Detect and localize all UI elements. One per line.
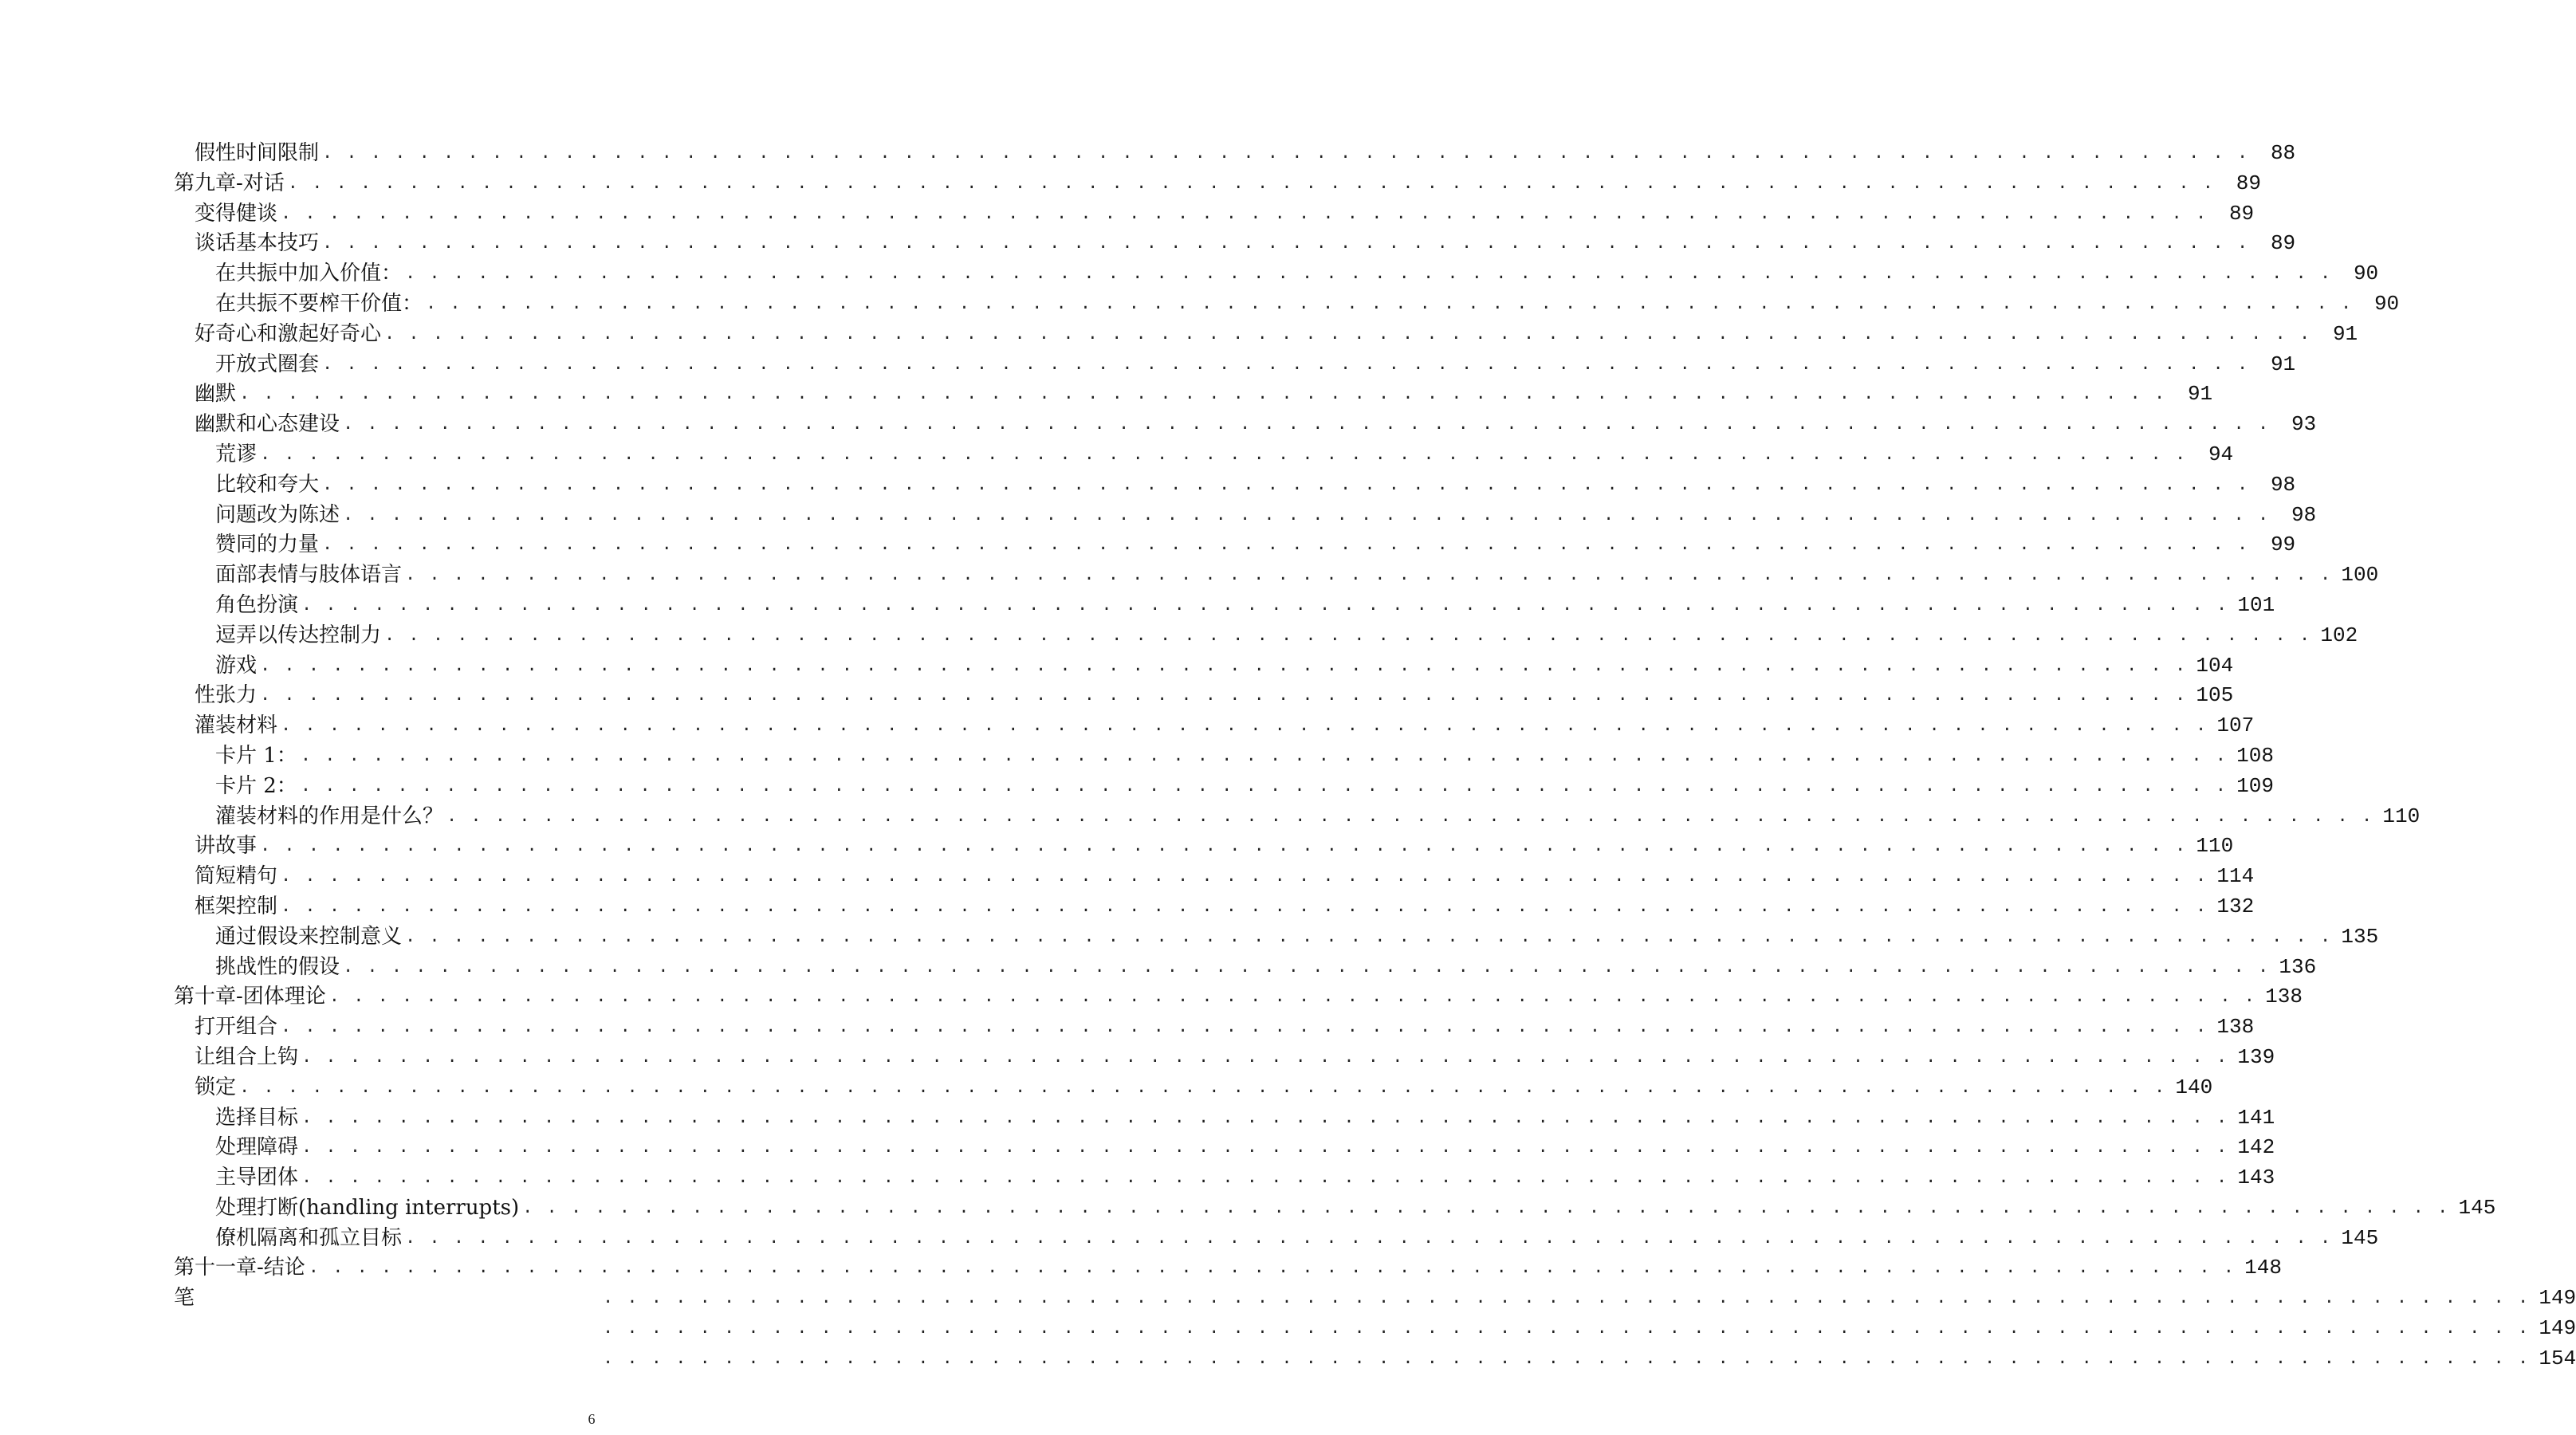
toc-entry-page: 91	[2332, 321, 2358, 346]
toc-dot-leader: . . . . . . . . . . . . . . . . . . . . . . . . . . . . . . . . . . . . . . . . . . . . . . . . . . . . . . . . . . . . . . . . . . . . . . . . . . . . . . . .	[260, 836, 2188, 857]
toc-dot-leader: . . . . . . . . . . . . . . . . . . . . . . . . . . . . . . . . . . . . . . . . . . . . . . . . . . . . . . . . . . . . . . . . . . . . . . . . . . . . . . . .	[239, 384, 2167, 405]
toc-dot-leader: . . . . . . . . . . . . . . . . . . . . . . . . . . . . . . . . . . . . . . . . . . . . . . . . . . . . . . . . . . . . . . . . . . . . . . . . . . . . . . . .	[281, 896, 2208, 917]
toc-entry-title: 简短精句	[195, 864, 278, 889]
toc-entry[interactable]	[174, 1043, 2275, 1073]
toc-entry-page: 149	[2539, 1286, 2576, 1311]
toc-entry[interactable]	[174, 772, 2274, 802]
toc-entry-title: 通过假设来控制意义	[215, 924, 403, 949]
toc-entry-title: 僚机隔离和孤立目标	[215, 1225, 403, 1250]
toc-dot-leader: . . . . . . . . . . . . . . . . . . . . . . . . . . . . . . . . . . . . . . . . . . . . . . . . . . . . . . . . . . . . . . . . . . . . . . . . . . . . . . . .	[308, 1258, 2236, 1279]
toc-entry[interactable]	[174, 1224, 2379, 1254]
toc-entry-title: 锁定	[195, 1075, 237, 1099]
toc-dot-leader: . . . . . . . . . . . . . . . . . . . . . . . . . . . . . . . . . . . . . . . . . . . . . . . . . . . . . . . . . . . . . . . . . . . . . . . . . . . . . . . .	[446, 806, 2374, 827]
toc-entry[interactable]	[174, 922, 2379, 953]
toc-entry-page: 102	[2320, 623, 2358, 647]
toc-entry[interactable]	[174, 1133, 2275, 1163]
toc-dot-leader: . . . . . . . . . . . . . . . . . . . . . . . . . . . . . . . . . . . . . . . . . . . . . . . . . . . . . . . . . . . . . . . . . . . . . . . . . . . . . . . .	[301, 1138, 2229, 1158]
toc-dot-leader: . . . . . . . . . . . . . . . . . . . . . . . . . . . . . . . . . . . . . . . . . . . . . . . . . . . . . . . . . . . . . . . . . . . . . . . . . . . . . . . .	[281, 203, 2208, 224]
toc-entry[interactable]	[174, 501, 2317, 531]
toc-entry-title: 卡片 1：	[215, 743, 297, 768]
toc-entry-title: 荒谬	[215, 442, 258, 466]
toc-entry-title: 幽默	[195, 382, 237, 407]
toc-entry-page: 98	[2291, 502, 2317, 527]
toc-entry-title: 假性时间限制	[195, 141, 320, 165]
toc-dot-leader: . . . . . . . . . . . . . . . . . . . . . . . . . . . . . . . . . . . . . . . . . . . . . . . . . . . . . . . . . . . . . . . . . . . . . . . . . . . . . . . .	[281, 716, 2208, 737]
toc-entry-page: 132	[2216, 894, 2255, 918]
table-of-contents	[174, 139, 2576, 1374]
toc-dot-leader: . . . . . . . . . . . . . . . . . . . . . . . . . . . . . . . . . . . . . . . . . . . . . . . . . . . . . . . . . . . . . . . . . . . . . . . . . . . . . . . .	[287, 173, 2215, 194]
toc-entry-title: 框架控制	[195, 894, 278, 918]
toc-entry-title: 问题改为陈述	[215, 502, 340, 527]
toc-entry-page: 139	[2237, 1044, 2275, 1069]
toc-entry-title: 主导团体	[215, 1166, 299, 1190]
toc-entry-title: 幽默和心态建设	[195, 412, 340, 437]
toc-entry[interactable]	[174, 953, 2317, 983]
toc-entry[interactable]	[174, 259, 2379, 289]
toc-entry-page: 114	[2216, 864, 2255, 889]
toc-entry-page: 140	[2175, 1075, 2213, 1099]
toc-dot-leader: . . . . . . . . . . . . . . . . . . . . . . . . . . . . . . . . . . . . . . . . . . . . . . . . . . . . . . . . . . . . . . . . . . . . . . . . . . . . . . . .	[405, 926, 2333, 947]
toc-entry[interactable]	[174, 289, 2400, 320]
toc-entry-title: 比较和夸大	[215, 472, 320, 497]
toc-entry-page: 94	[2208, 442, 2234, 466]
toc-dot-leader: . . . . . . . . . . . . . . . . . . . . . . . . . . . . . . . . . . . . . . . . . . . . . . . . . . . . . . . . . . . . . . . . . . . . . . . . . . . . . . . .	[301, 1107, 2229, 1128]
toc-entry[interactable]	[174, 560, 2379, 591]
toc-entry-page: 135	[2341, 924, 2379, 949]
toc-entry[interactable]	[174, 1193, 2496, 1224]
toc-dot-leader: . . . . . . . . . . . . . . . . . . . . . . . . . . . . . . . . . . . . . . . . . . . . . . . . . . . . . . . . . . . . . . . . . . . . . . . . . . . . . . . .	[300, 745, 2228, 766]
toc-entry-title: 灌装材料	[195, 714, 278, 738]
toc-entry[interactable]	[174, 651, 2234, 682]
toc-entry-page: 136	[2279, 954, 2317, 979]
toc-entry[interactable]	[174, 681, 2234, 711]
toc-dot-leader: . . . . . . . . . . . . . . . . . . . . . . . . . . . . . . . . . . . . . . . . . . . . . . . . . . . . . . . . . . . . . . . . . . . . . . . . . . . . . . . .	[300, 776, 2228, 796]
toc-entry[interactable]	[174, 591, 2275, 621]
toc-entry[interactable]	[174, 470, 2296, 501]
toc-dot-leader: . . . . . . . . . . . . . . . . . . . . . . . . . . . . . . . . . . . . . . . . . . . . . . . . . . . . . . . . . . . . . . . . . . . . . . . . . . . . . . . .	[384, 625, 2312, 646]
toc-entry-page: 110	[2382, 804, 2421, 828]
toc-entry-title: 选择目标	[215, 1105, 299, 1130]
toc-entry-page: 98	[2270, 472, 2296, 497]
toc-entry[interactable]	[174, 139, 2296, 169]
toc-entry[interactable]	[174, 1344, 2576, 1374]
toc-entry[interactable]	[174, 892, 2255, 922]
toc-entry[interactable]	[174, 229, 2296, 259]
toc-entry[interactable]	[174, 350, 2296, 380]
toc-entry-page: 100	[2341, 563, 2379, 588]
toc-dot-leader: . . . . . . . . . . . . . . . . . . . . . . . . . . . . . . . . . . . . . . . . . . . . . . . . . . . . . . . . . . . . . . . . . . . . . . . . . . . . . . . .	[281, 1017, 2208, 1038]
toc-entry-title: 面部表情与肢体语言	[215, 563, 403, 588]
toc-entry-page: 138	[2216, 1015, 2255, 1040]
toc-dot-leader: . . . . . . . . . . . . . . . . . . . . . . . . . . . . . . . . . . . . . . . . . . . . . . . . . . . . . . . . . . . . . . . . . . . . . . . . . . . . . . . .	[322, 234, 2250, 254]
toc-entry-title: 变得健谈	[195, 201, 278, 226]
toc-entry-page: 138	[2265, 985, 2303, 1009]
toc-dot-leader: . . . . . . . . . . . . . . . . . . . . . . . . . . . . . . . . . . . . . . . . . . . . . . . . . . . . . . . . . . . . . . . . . . . . . . . . . . . . . . . .	[260, 444, 2188, 465]
toc-entry[interactable]	[174, 1012, 2255, 1043]
toc-entry-page: 89	[2228, 201, 2255, 226]
toc-entry-title: 打开组合	[195, 1015, 278, 1040]
toc-entry-title: 开放式圈套	[215, 352, 320, 376]
toc-entry-title: 好奇心和激起好奇心	[195, 321, 382, 346]
toc-entry[interactable]	[174, 982, 2303, 1012]
toc-dot-leader: . . . . . . . . . . . . . . . . . . . . . . . . . . . . . . . . . . . . . . . . . . . . . . . . . . . . . . . . . . . . . . . . . . . . . . . . . . . . . . . .	[343, 505, 2271, 525]
toc-entry-title: 第十一章-结论	[174, 1256, 305, 1280]
toc-entry-page: 93	[2291, 412, 2317, 437]
toc-dot-leader: . . . . . . . . . . . . . . . . . . . . . . . . . . . . . . . . . . . . . . . . . . . . . . . . . . . . . . . . . . . . . . . . . . . . . . . . . . . . . . . .	[301, 1168, 2229, 1189]
toc-entry-page: 141	[2237, 1105, 2275, 1130]
toc-entry-title: 卡片 2：	[215, 773, 297, 798]
toc-entry-page: 89	[2236, 171, 2261, 195]
toc-entry[interactable]	[174, 832, 2234, 862]
toc-dot-leader: . . . . . . . . . . . . . . . . . . . . . . . . . . . . . . . . . . . . . . . . . . . . . . . . . . . . . . . . . . . . . . . . . . . . . . . . . . . . . . . .	[522, 1197, 2450, 1218]
toc-entry[interactable]	[174, 169, 2261, 199]
toc-dot-leader: . . . . . . . . . . . . . . . . . . . . . . . . . . . . . . . . . . . . . . . . . . . . . . . . . . . . . . . . . . . . . . . . . . . . . . . . . . . . . . . .	[405, 1228, 2333, 1248]
toc-entry-page: 101	[2237, 592, 2275, 617]
toc-dot-leader: . . . . . . . . . . . . . . . . . . . . . . . . . . . . . . . . . . . . . . . . . . . . . . . . . . . . . . . . . . . . . . . . . . . . . . . . . . . . . . . .	[405, 565, 2333, 586]
toc-entry[interactable]	[174, 862, 2255, 892]
toc-entry-page: 154	[2539, 1346, 2576, 1370]
toc-entry-page: 149	[2539, 1316, 2576, 1341]
toc-entry[interactable]	[174, 199, 2255, 230]
toc-entry-page: 110	[2196, 834, 2234, 859]
toc-dot-leader: . . . . . . . . . . . . . . . . . . . . . . . . . . . . . . . . . . . . . . . . . . . . . . . . . . . . . . . . . . . . . . . . . . . . . . . . . . . . . . . .	[281, 867, 2208, 887]
toc-entry-title: 处理打断(handling interrupts)	[215, 1195, 520, 1220]
toc-entry-title: 挑战性的假设	[215, 954, 340, 979]
toc-entry[interactable]	[174, 711, 2255, 741]
toc-entry-title: 在共振不要榨干价值：	[215, 291, 423, 316]
toc-entry[interactable]	[174, 440, 2234, 470]
toc-dot-leader: . . . . . . . . . . . . . . . . . . . . . . . . . . . . . . . . . . . . . . . . . . . . . . . . . . . . . . . . . . . . . . . . . . . . . . . . . . . . . . . .	[343, 415, 2271, 435]
toc-entry-page: 91	[2187, 382, 2213, 407]
toc-entry-title: 角色扮演	[215, 592, 299, 617]
toc-dot-leader: . . . . . . . . . . . . . . . . . . . . . . . . . . . . . . . . . . . . . . . . . . . . . . . . . . . . . . . . . . . . . . . . . . . . . . . . . . . . . . . .	[301, 595, 2229, 615]
toc-entry[interactable]	[174, 1284, 2576, 1314]
toc-entry-title: 讲故事	[195, 834, 258, 859]
toc-entry[interactable]	[174, 1314, 2576, 1344]
toc-dot-leader: . . . . . . . . . . . . . . . . . . . . . . . . . . . . . . . . . . . . . . . . . . . . . . . . . . . . . . . . . . . . . . . . . . . . . . . . . . . . . . . .	[301, 1047, 2229, 1067]
toc-entry-title: 让组合上钩	[195, 1044, 299, 1069]
toc-entry-title: 赞同的力量	[215, 533, 320, 557]
toc-entry-title: 第十章-团体理论	[174, 985, 326, 1009]
toc-entry-page: 90	[2373, 291, 2400, 316]
toc-dot-leader: . . . . . . . . . . . . . . . . . . . . . . . . . . . . . . . . . . . . . . . . . . . . . . . . . . . . . . . . . . . . . . . . . . . . . . . . . . . . . . . .	[328, 987, 2256, 1008]
toc-entry-page: 90	[2353, 261, 2379, 286]
toc-entry-title: 第九章-对话	[174, 171, 285, 195]
toc-entry-title: 逗弄以传达控制力	[215, 623, 382, 647]
toc-entry[interactable]	[174, 1253, 2282, 1284]
toc-entry-page: 99	[2270, 533, 2296, 557]
toc-entry-title: 谈话基本技巧	[195, 231, 320, 256]
toc-dot-leader: . . . . . . . . . . . . . . . . . . . . . . . . . . . . . . . . . . . . . . . . . . . . . . . . . . . . . . . . . . . . . . . . . . . . . . . . . . . . . . . .	[426, 293, 2354, 314]
toc-dot-leader: . . . . . . . . . . . . . . . . . . . . . . . . . . . . . . . . . . . . . . . . . . . . . . . . . . . . . . . . . . . . . . . . . . . . . . . . . . . . . . . .	[603, 1288, 2531, 1309]
toc-entry-title: 灌装材料的作用是什么？	[215, 804, 444, 828]
toc-dot-leader: . . . . . . . . . . . . . . . . . . . . . . . . . . . . . . . . . . . . . . . . . . . . . . . . . . . . . . . . . . . . . . . . . . . . . . . . . . . . . . . .	[322, 535, 2250, 556]
toc-entry[interactable]	[174, 320, 2358, 350]
toc-entry-page: 143	[2237, 1166, 2275, 1190]
toc-dot-leader: . . . . . . . . . . . . . . . . . . . . . . . . . . . . . . . . . . . . . . . . . . . . . . . . . . . . . . . . . . . . . . . . . . . . . . . . . . . . . . . .	[260, 655, 2188, 676]
toc-entry-page: 88	[2270, 141, 2296, 165]
toc-dot-leader: . . . . . . . . . . . . . . . . . . . . . . . . . . . . . . . . . . . . . . . . . . . . . . . . . . . . . . . . . . . . . . . . . . . . . . . . . . . . . . . .	[322, 354, 2250, 375]
toc-dot-leader: . . . . . . . . . . . . . . . . . . . . . . . . . . . . . . . . . . . . . . . . . . . . . . . . . . . . . . . . . . . . . . . . . . . . . . . . . . . . . . . .	[239, 1077, 2167, 1098]
toc-entry-title: 处理障碍	[215, 1135, 299, 1160]
toc-entry-page: 108	[2236, 743, 2274, 768]
toc-entry-page: 148	[2244, 1256, 2282, 1280]
toc-entry-page: 89	[2270, 231, 2296, 256]
toc-entry-title: 游戏	[215, 653, 258, 678]
toc-dot-leader: . . . . . . . . . . . . . . . . . . . . . . . . . . . . . . . . . . . . . . . . . . . . . . . . . . . . . . . . . . . . . . . . . . . . . . . . . . . . . . . .	[603, 1348, 2531, 1369]
toc-entry-page: 109	[2236, 773, 2274, 798]
toc-entry-page: 145	[2341, 1225, 2379, 1250]
toc-dot-leader: . . . . . . . . . . . . . . . . . . . . . . . . . . . . . . . . . . . . . . . . . . . . . . . . . . . . . . . . . . . . . . . . . . . . . . . . . . . . . . . .	[322, 474, 2250, 495]
toc-entry[interactable]	[174, 379, 2213, 410]
toc-entry-page: 142	[2237, 1135, 2275, 1160]
toc-dot-leader: . . . . . . . . . . . . . . . . . . . . . . . . . . . . . . . . . . . . . . . . . . . . . . . . . . . . . . . . . . . . . . . . . . . . . . . . . . . . . . . .	[343, 957, 2271, 977]
toc-entry[interactable]	[174, 410, 2317, 440]
toc-dot-leader: . . . . . . . . . . . . . . . . . . . . . . . . . . . . . . . . . . . . . . . . . . . . . . . . . . . . . . . . . . . . . . . . . . . . . . . . . . . . . . . .	[405, 264, 2333, 285]
toc-dot-leader: . . . . . . . . . . . . . . . . . . . . . . . . . . . . . . . . . . . . . . . . . . . . . . . . . . . . . . . . . . . . . . . . . . . . . . . . . . . . . . . .	[603, 1319, 2531, 1339]
toc-entry-page: 104	[2196, 653, 2234, 678]
toc-entry-title: 在共振中加入价值：	[215, 261, 403, 286]
toc-entry-title: 笔	[174, 1286, 195, 1311]
toc-entry-page: 145	[2458, 1195, 2496, 1220]
toc-entry[interactable]	[174, 1073, 2213, 1103]
toc-entry-title: 性张力	[195, 683, 258, 708]
toc-entry[interactable]	[174, 1103, 2275, 1134]
toc-entry[interactable]	[174, 530, 2296, 560]
toc-entry[interactable]	[174, 1163, 2275, 1193]
toc-entry[interactable]	[174, 621, 2358, 651]
toc-dot-leader: . . . . . . . . . . . . . . . . . . . . . . . . . . . . . . . . . . . . . . . . . . . . . . . . . . . . . . . . . . . . . . . . . . . . . . . . . . . . . . . .	[260, 686, 2188, 706]
page-number: 6	[588, 1411, 596, 1427]
toc-entry-page: 107	[2216, 714, 2255, 738]
toc-entry-page: 91	[2270, 352, 2296, 376]
toc-entry-page: 105	[2196, 683, 2234, 708]
toc-entry[interactable]	[174, 741, 2274, 772]
toc-entry[interactable]	[174, 802, 2421, 832]
toc-dot-leader: . . . . . . . . . . . . . . . . . . . . . . . . . . . . . . . . . . . . . . . . . . . . . . . . . . . . . . . . . . . . . . . . . . . . . . . . . . . . . . . .	[322, 144, 2250, 163]
toc-dot-leader: . . . . . . . . . . . . . . . . . . . . . . . . . . . . . . . . . . . . . . . . . . . . . . . . . . . . . . . . . . . . . . . . . . . . . . . . . . . . . . . .	[384, 324, 2312, 344]
